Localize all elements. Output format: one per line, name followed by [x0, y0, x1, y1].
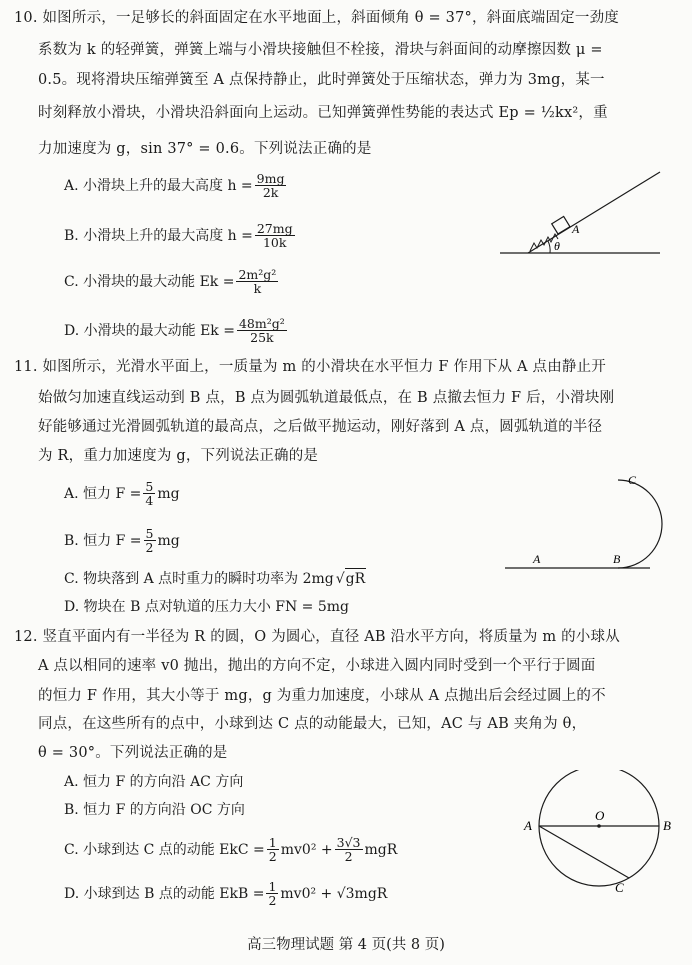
- q11-option-b-frac: [144, 527, 156, 554]
- q12-fig-label-c: C: [615, 880, 624, 895]
- q10-option-c-frac: [236, 268, 278, 295]
- q10-option-a-prefix: A. 小滑块上升的最大高度 h =: [64, 177, 253, 194]
- q10-option-b: [64, 222, 297, 249]
- q11-option-b-prefix: B. 恒力 F =: [64, 532, 142, 549]
- q12-fig-label-a: A: [524, 818, 532, 833]
- q11-track-figure: [500, 468, 680, 578]
- q10-fig-label-a: A: [572, 222, 580, 236]
- q11-line-2: 始做匀加速直线运动到 B 点，B 点为圆弧轨道最低点，在 B 点撤去恒力 F 后，小滑块刚: [38, 390, 615, 406]
- frac-num: 3√3: [336, 835, 361, 850]
- q11-option-b: [64, 527, 180, 554]
- q10-line-5: 力加速度为 g，sin 37° = 0.6。下列说法正确的是: [38, 141, 372, 157]
- q12-line-4: 同点，在这些所有的点中，小球到达 C 点的动能最大，已知，AC 与 AB 夹角为 θ，: [38, 716, 587, 732]
- q12-option-d-term: mv0² + √3mgR: [280, 885, 388, 902]
- frac-num: 5: [145, 479, 154, 494]
- q12-line-3: 的恒力 F 作用，其大小等于 mg，g 为重力加速度，小球从 A 点抛出后会经过圆上的不: [38, 688, 606, 704]
- q11-option-b-suffix: mg: [157, 532, 180, 549]
- q10-fig-label-theta: θ: [554, 239, 560, 253]
- q10-option-d: [64, 317, 289, 344]
- q12-circle-figure: [520, 770, 680, 900]
- q11-option-d: D. 物块在 B 点对轨道的压力大小 FN = 5mg: [64, 599, 350, 615]
- q12-option-d-frac: [266, 880, 278, 907]
- q12-line-1: 12. 竖直平面内有一半径为 R 的圆，O 为圆心，直径 AB 沿水平方向，将质量为 m 的小球从: [14, 629, 620, 645]
- q11-option-c-prefix: C. 物块落到 A 点时重力的瞬时功率为 2mg: [64, 570, 334, 587]
- q12-option-c-term-1: mv0² +: [280, 841, 333, 858]
- q10-ep-formula: Ep = ½kx²，重: [498, 105, 608, 121]
- q12-option-d: [64, 880, 387, 907]
- q10-line-1: 10. 如图所示，一足够长的斜面固定在水平地面上，斜面倾角 θ = 37°，斜面底端固定一劲度: [14, 10, 619, 26]
- q10-option-d-prefix: D. 小滑块的最大动能 Ek =: [64, 322, 235, 339]
- q12-option-a: A. 恒力 F 的方向沿 AC 方向: [64, 774, 244, 790]
- page-footer: 高三物理试题 第 4 页(共 8 页): [247, 937, 445, 953]
- q11-option-a-suffix: mg: [157, 485, 180, 502]
- frac-den: 4: [145, 493, 154, 508]
- frac-den: 10k: [262, 235, 287, 250]
- q11-line-1: 11. 如图所示，光滑水平面上，一质量为 m 的小滑块在水平恒力 F 作用下从 A 点由静止开: [14, 359, 607, 375]
- frac-den: 2: [145, 540, 154, 555]
- q11-line-3: 好能够通过光滑圆弧轨道的最高点，之后做平抛运动，刚好落到 A 点，圆弧轨道的半径: [38, 419, 603, 435]
- q11-option-c: C. 物块落到 A 点时重力的瞬时功率为 2mg √ gR: [64, 568, 366, 589]
- q12-fig-label-o: O: [595, 808, 605, 823]
- q10-option-b-frac: [255, 222, 295, 249]
- q11-fig-label-c: C: [628, 473, 637, 487]
- q12-line-2: A 点以相同的速率 v0 抛出，抛出的方向不定，小球进入圆内同时受到一个平行于圆面: [38, 658, 596, 674]
- q12-line-5: θ = 30°。下列说法正确的是: [38, 745, 228, 761]
- q10-incline-figure: [490, 160, 670, 260]
- q10-option-d-frac: [237, 317, 287, 344]
- q10-option-a: [64, 172, 288, 199]
- q10-line-3: 0.5。现将滑块压缩弹簧至 A 点保持静止，此时弹簧处于压缩状态，弹力为 3mg，某一: [38, 72, 605, 88]
- frac-num: 48m²g²: [238, 316, 285, 331]
- frac-num: 1: [268, 879, 277, 894]
- q12-option-c-prefix: C. 小球到达 C 点的动能 EkC =: [64, 841, 265, 858]
- q10-line-4: [38, 103, 608, 123]
- q11-line-4: 为 R，重力加速度为 g，下列说法正确的是: [38, 448, 319, 464]
- q11-option-a-frac: [143, 480, 155, 507]
- frac-num: 5: [145, 526, 154, 541]
- frac-num: 27mg: [256, 221, 293, 236]
- frac-num: 2m²g²: [238, 267, 277, 282]
- frac-den: 2: [344, 849, 353, 864]
- q10-option-a-frac: [255, 172, 287, 199]
- q11-fig-label-a: A: [533, 552, 541, 566]
- frac-num: 1: [268, 835, 277, 850]
- q12-option-c-frac-1: [267, 836, 279, 863]
- q11-option-a: [64, 480, 180, 507]
- q12-option-b: B. 恒力 F 的方向沿 OC 方向: [64, 802, 245, 818]
- q10-line-2: 系数为 k 的轻弹簧，弹簧上端与小滑块接触但不栓接，滑块与斜面间的动摩擦因数 μ =: [38, 42, 603, 58]
- q12-option-c-frac-2: [335, 836, 363, 863]
- q12-option-d-prefix: D. 小球到达 B 点的动能 EkB =: [64, 885, 265, 902]
- frac-num: 9mg: [256, 171, 285, 186]
- frac-den: 2: [268, 849, 277, 864]
- q11-fig-label-b: B: [613, 552, 621, 566]
- q10-option-b-prefix: B. 小滑块上升的最大高度 h =: [64, 227, 253, 244]
- q12-option-c: [64, 836, 397, 863]
- frac-den: 2: [268, 893, 277, 908]
- q10-option-c-prefix: C. 小滑块的最大动能 Ek =: [64, 273, 235, 290]
- frac-den: k: [253, 281, 262, 296]
- q11-option-a-prefix: A. 恒力 F =: [64, 485, 142, 502]
- q12-option-c-term-2: mgR: [364, 841, 398, 858]
- q10-line-4-text: 时刻释放小滑块，小滑块沿斜面向上运动。已知弹簧弹性势能的表达式: [38, 105, 494, 121]
- frac-den: 2k: [262, 185, 279, 200]
- q12-fig-label-b: B: [663, 818, 671, 833]
- q10-option-c: [64, 268, 280, 295]
- frac-den: 25k: [250, 330, 274, 345]
- q11-option-c-root: gR: [345, 568, 367, 589]
